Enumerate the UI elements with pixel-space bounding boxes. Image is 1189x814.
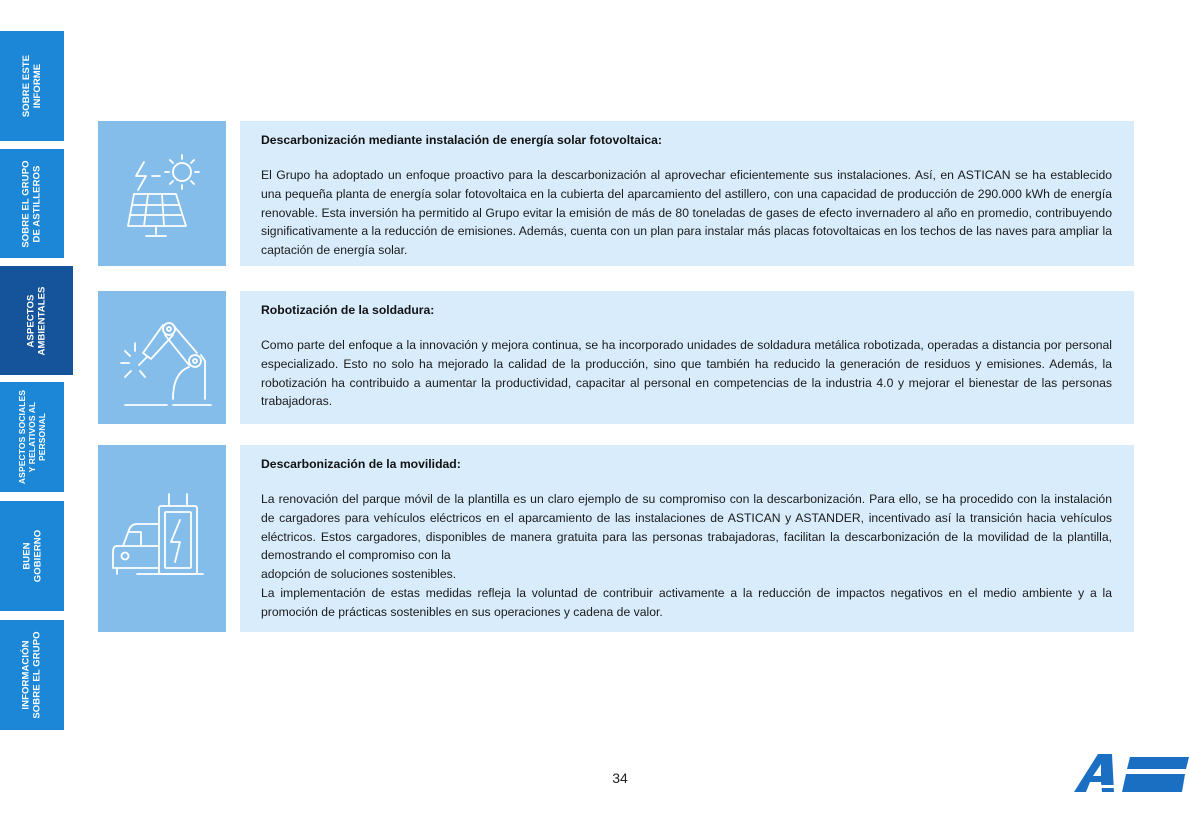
section-paragraph: La renovación del parque móvil de la plantilla es un claro ejemplo de su compromiso con la descarbonización. Para ello, se ha procedido con la instalación de cargadores para vehículos eléctricos en el aparcamiento de las instalaciones de ASTICAN y ASTANDER, incentivado así la transición hacia vehículos eléctricos. Estos cargadores, disponibles de manera gratuita para las personas trabajadoras, facilitan la descarbonización de la movilidad de la plantilla, demostrando el compromiso con la (261, 492, 1112, 563)
sidebar-item-label: SOBRE ESTE INFORME (21, 54, 43, 118)
section-solar (240, 121, 1134, 266)
sidebar-item-informacion-grupo[interactable] (0, 620, 64, 730)
section-paragraph: La implementación de estas medidas refleja la voluntad de contribuir activamente a la reducción de impactos negativos en el medio ambiente y a la promoción de prácticas sostenibles en sus operaciones y cadena de valor. (261, 585, 1112, 619)
astilleros-logo (1074, 752, 1189, 794)
section-icon-box (98, 291, 226, 424)
sidebar-item-sobre-este-informe[interactable] (0, 31, 64, 141)
solar-panel-icon (114, 146, 210, 242)
sidebar-item-label: BUEN GOBIERNO (21, 529, 43, 583)
sidebar-item-aspectos-ambientales[interactable] (0, 266, 73, 375)
welding-robot-icon (107, 303, 217, 413)
sidebar-item-buen-gobierno[interactable] (0, 501, 64, 611)
section-title: Descarbonización mediante instalación de energía solar fotovoltaica: (261, 133, 662, 147)
sidebar-item-sobre-el-grupo[interactable] (0, 149, 64, 258)
section-paragraph: El Grupo ha adoptado un enfoque proactivo para la descarbonización al aprovechar eficientemente sus instalaciones. Así, en ASTICAN se ha establecido una pequeña planta de energía solar fotovoltaica en la cubierta del aparcamiento del astillero, con una capacidad de producción de 290.000 kWh de energía renovable. Esta inversión ha permitido al Grupo evitar la emisión de más de 80 toneladas de gases de efecto invernadero al año en promedio, contribuyendo significativamente a la reducción de emisiones. Además, cuenta con un plan para instalar más placas fotovoltaicas en los techos de las naves para ampliar la captación de energía solar. (261, 168, 1112, 258)
section-icon-box (98, 121, 226, 266)
section-icon-box (98, 445, 226, 632)
section-paragraph: Como parte del enfoque a la innovación y mejora continua, se ha incorporado unidades de soldadura metálica robotizada, operadas a distancia por personal especializado. Esto no solo ha mejorado la calidad de la producción, sino que también ha reducido la generación de residuos y emisiones. Además, la robotización ha contribuido a aumentar la productividad, capacitar al personal en competencias de la industria 4.0 y mejorar el bienestar de las personas trabajadoras. (261, 338, 1112, 409)
sidebar-item-label: SOBRE EL GRUPO DE ASTILLEROS (21, 159, 43, 248)
section-movilidad (240, 445, 1134, 632)
sidebar-item-label: ASPECTOS AMBIENTALES (25, 285, 48, 356)
section-robotizacion (240, 291, 1134, 424)
page-number: 34 (612, 770, 628, 786)
ev-charger-icon (107, 484, 217, 594)
sidebar-item-label: INFORMACIÓN SOBRE EL GRUPO (21, 631, 43, 719)
section-title: Robotización de la soldadura: (261, 303, 435, 317)
sidebar-item-aspectos-sociales[interactable] (0, 382, 64, 492)
section-paragraph: adopción de soluciones sostenibles. (261, 567, 457, 582)
sidebar-item-label: ASPECTOS SOCIALES Y RELATIVOS AL PERSONAL (17, 389, 47, 485)
section-title: Descarbonización de la movilidad: (261, 457, 461, 471)
